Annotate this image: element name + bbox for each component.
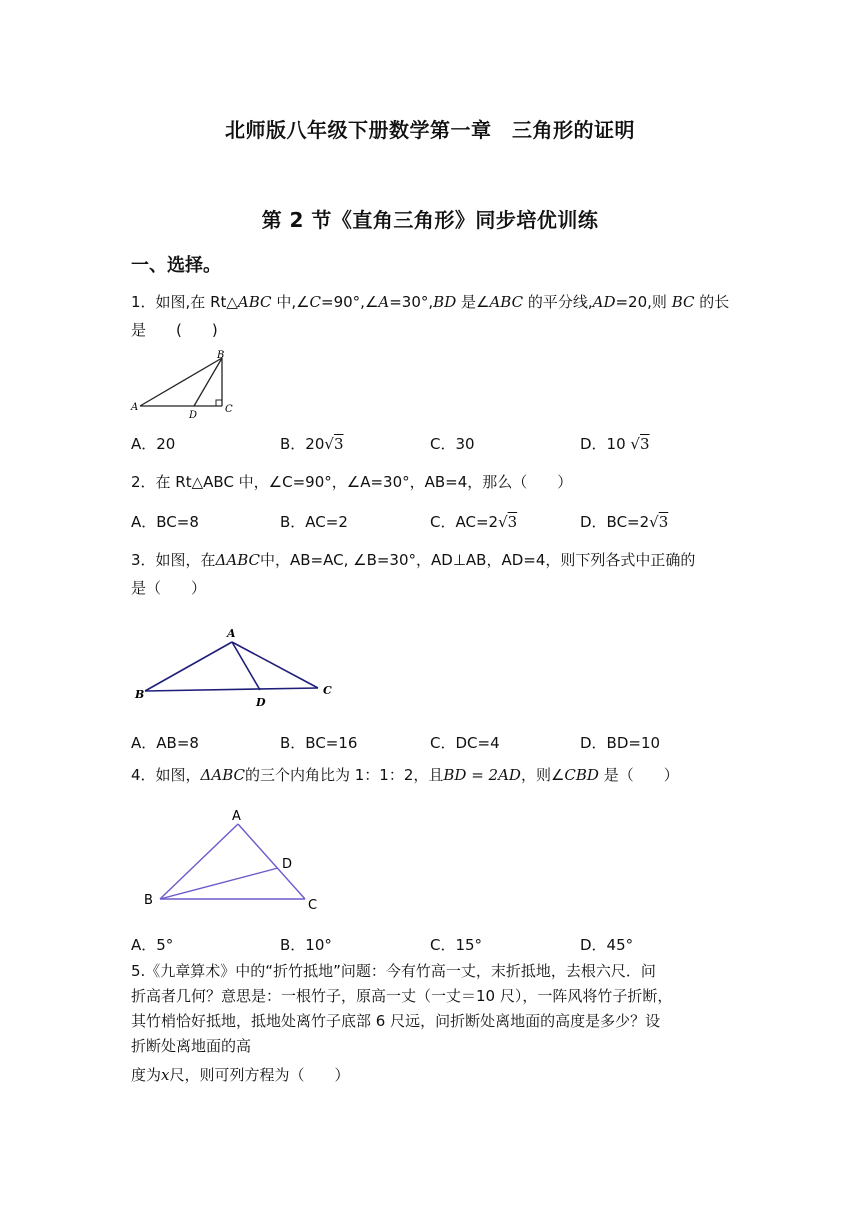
question-1 — [131, 288, 731, 344]
question-2: 2．在 Rt△ABC 中，∠C=90°，∠A=30°，AB=4，那么（ ） — [131, 473, 573, 491]
sqrt-symbol: √3 — [630, 435, 650, 453]
q1-abc: ABC — [237, 293, 272, 311]
question-5-line-3: 其竹梢恰好抵地，抵地处离竹子底部 6 尺远，问折断处离地面的高度是多少？设 — [131, 1012, 661, 1030]
fig3-side-ab — [145, 642, 232, 691]
q4-option-b: B．10° — [280, 936, 332, 954]
question-4 — [131, 761, 751, 789]
question-5-line-4: 折断处离地面的高 — [131, 1037, 252, 1055]
q4-option-c: C．15° — [430, 936, 483, 954]
sqrt-symbol: √3 — [498, 513, 518, 531]
fig4-side-ac — [238, 824, 305, 899]
fig1-side-ab — [140, 358, 222, 406]
fig1-right-angle-mark — [216, 400, 222, 406]
fig3-side-bc — [145, 688, 318, 691]
q2-option-a — [131, 511, 199, 532]
fig3-label-c: C — [323, 684, 332, 697]
q4-text: 的三个内角比为 1：1：2，且 — [245, 766, 444, 784]
q1-bc: BC — [671, 293, 695, 311]
radicand: 3 — [639, 435, 650, 453]
question-1-line-2: 是 ( ) — [131, 321, 218, 339]
fig3-label-d: D — [256, 696, 266, 709]
q3-option-c: C．DC=4 — [430, 734, 500, 752]
document-subtitle: 第 2 节《直角三角形》同步培优训练 — [261, 208, 599, 232]
q1-option-a — [131, 433, 175, 454]
q4-cbd: CBD — [564, 766, 599, 784]
q1-option-b — [280, 433, 344, 454]
fig4-side-ab — [160, 824, 238, 899]
question-5-line-2: 折高者几何？意思是：一根竹子，原高一丈（一丈＝10 尺），一阵风将竹子折断， — [131, 987, 673, 1005]
fig4-label-c: C — [308, 898, 318, 913]
question-3-figure — [128, 622, 348, 712]
question-4-figure — [130, 800, 340, 920]
q1-text: =30°, — [389, 293, 434, 311]
option-label: B．20 — [280, 435, 325, 453]
fig4-label-a: A — [232, 809, 241, 824]
option-label: B．AC=2 — [280, 513, 348, 531]
q1-a: A — [378, 293, 390, 311]
q5-text: 度为 — [131, 1066, 162, 1084]
q2-option-d — [580, 511, 668, 532]
q1-ad: AD — [592, 293, 616, 311]
q4-option-d: D．45° — [580, 936, 634, 954]
q4-text: 4．如图， — [131, 766, 201, 784]
option-label: C．AC=2 — [430, 513, 499, 531]
radicand: 3 — [658, 513, 669, 531]
sqrt-symbol: √3 — [324, 435, 344, 453]
q3-triangle: ΔABC — [215, 551, 260, 569]
option-label: D．10 — [580, 435, 631, 453]
q1-bd: BD — [433, 293, 457, 311]
question-3 — [131, 546, 731, 602]
fig4-segment-bd — [160, 868, 278, 899]
fig1-label-c: C — [225, 404, 233, 415]
question-3-line-2: 是（ ） — [131, 579, 207, 597]
q1-abc: ABC — [489, 293, 524, 311]
q3-text: 3．如图，在 — [131, 551, 216, 569]
q1-text: =90°,∠ — [321, 293, 379, 311]
option-label: C．30 — [430, 435, 475, 453]
q1-option-d — [580, 433, 650, 454]
q4-text: ，则∠ — [520, 766, 565, 784]
fig4-label-b: B — [144, 893, 153, 908]
q5-variable-x: x — [161, 1066, 170, 1084]
section-heading: 一、选择。 — [131, 255, 221, 276]
q2-option-c — [430, 511, 517, 532]
q1-text: 中,∠ — [271, 293, 310, 311]
question-5 — [131, 959, 751, 1088]
q2-option-b — [280, 511, 348, 532]
q1-text: =20,则 — [615, 293, 672, 311]
q4-option-a: A．5° — [131, 936, 174, 954]
fig1-bisector-bd — [194, 358, 222, 406]
fig4-label-d: D — [282, 857, 293, 872]
question-5-line-1: 5.《九章算术》中的“折竹抵地”问题：今有竹高一丈，末折抵地，去根六尺．问 — [131, 962, 656, 980]
option-label: A．BC=8 — [131, 513, 199, 531]
fig1-label-b: B — [217, 350, 225, 361]
q4-text: 是（ ） — [598, 766, 679, 784]
q1-text: 的长 — [694, 293, 730, 311]
fig1-label-d: D — [189, 410, 198, 420]
question-3-line-1 — [131, 546, 731, 574]
q1-option-c — [430, 433, 475, 454]
q5-text: 尺，则可列方程为（ ） — [169, 1066, 350, 1084]
option-label: A．20 — [131, 435, 176, 453]
fig3-label-b: B — [135, 688, 145, 701]
question-1-figure — [128, 348, 238, 420]
sqrt-symbol: √3 — [649, 513, 669, 531]
document-title: 北师版八年级下册数学第一章 三角形的证明 — [225, 118, 635, 142]
option-label: D．BC=2 — [580, 513, 650, 531]
fig3-label-a: A — [227, 627, 236, 640]
radicand: 3 — [507, 513, 518, 531]
q3-option-b: B．BC=16 — [280, 734, 358, 752]
q4-triangle: ΔABC — [200, 766, 245, 784]
radicand: 3 — [333, 435, 344, 453]
q1-c: C — [309, 293, 322, 311]
q3-option-a: A．AB=8 — [131, 734, 199, 752]
q1-text: 的平分线, — [523, 293, 593, 311]
q3-text: 中，AB=AC, ∠B=30°，AD⊥AB，AD=4，则下列各式中正确的 — [260, 551, 696, 569]
q4-equation: BD = 2AD — [443, 766, 521, 784]
question-5-line-5 — [131, 1063, 751, 1088]
question-1-line-1 — [131, 288, 731, 316]
q3-option-d: D．BD=10 — [580, 734, 661, 752]
q1-text: 1．如图,在 Rt△ — [131, 293, 238, 311]
q1-text: 是∠ — [456, 293, 490, 311]
fig1-label-a: A — [131, 402, 139, 413]
